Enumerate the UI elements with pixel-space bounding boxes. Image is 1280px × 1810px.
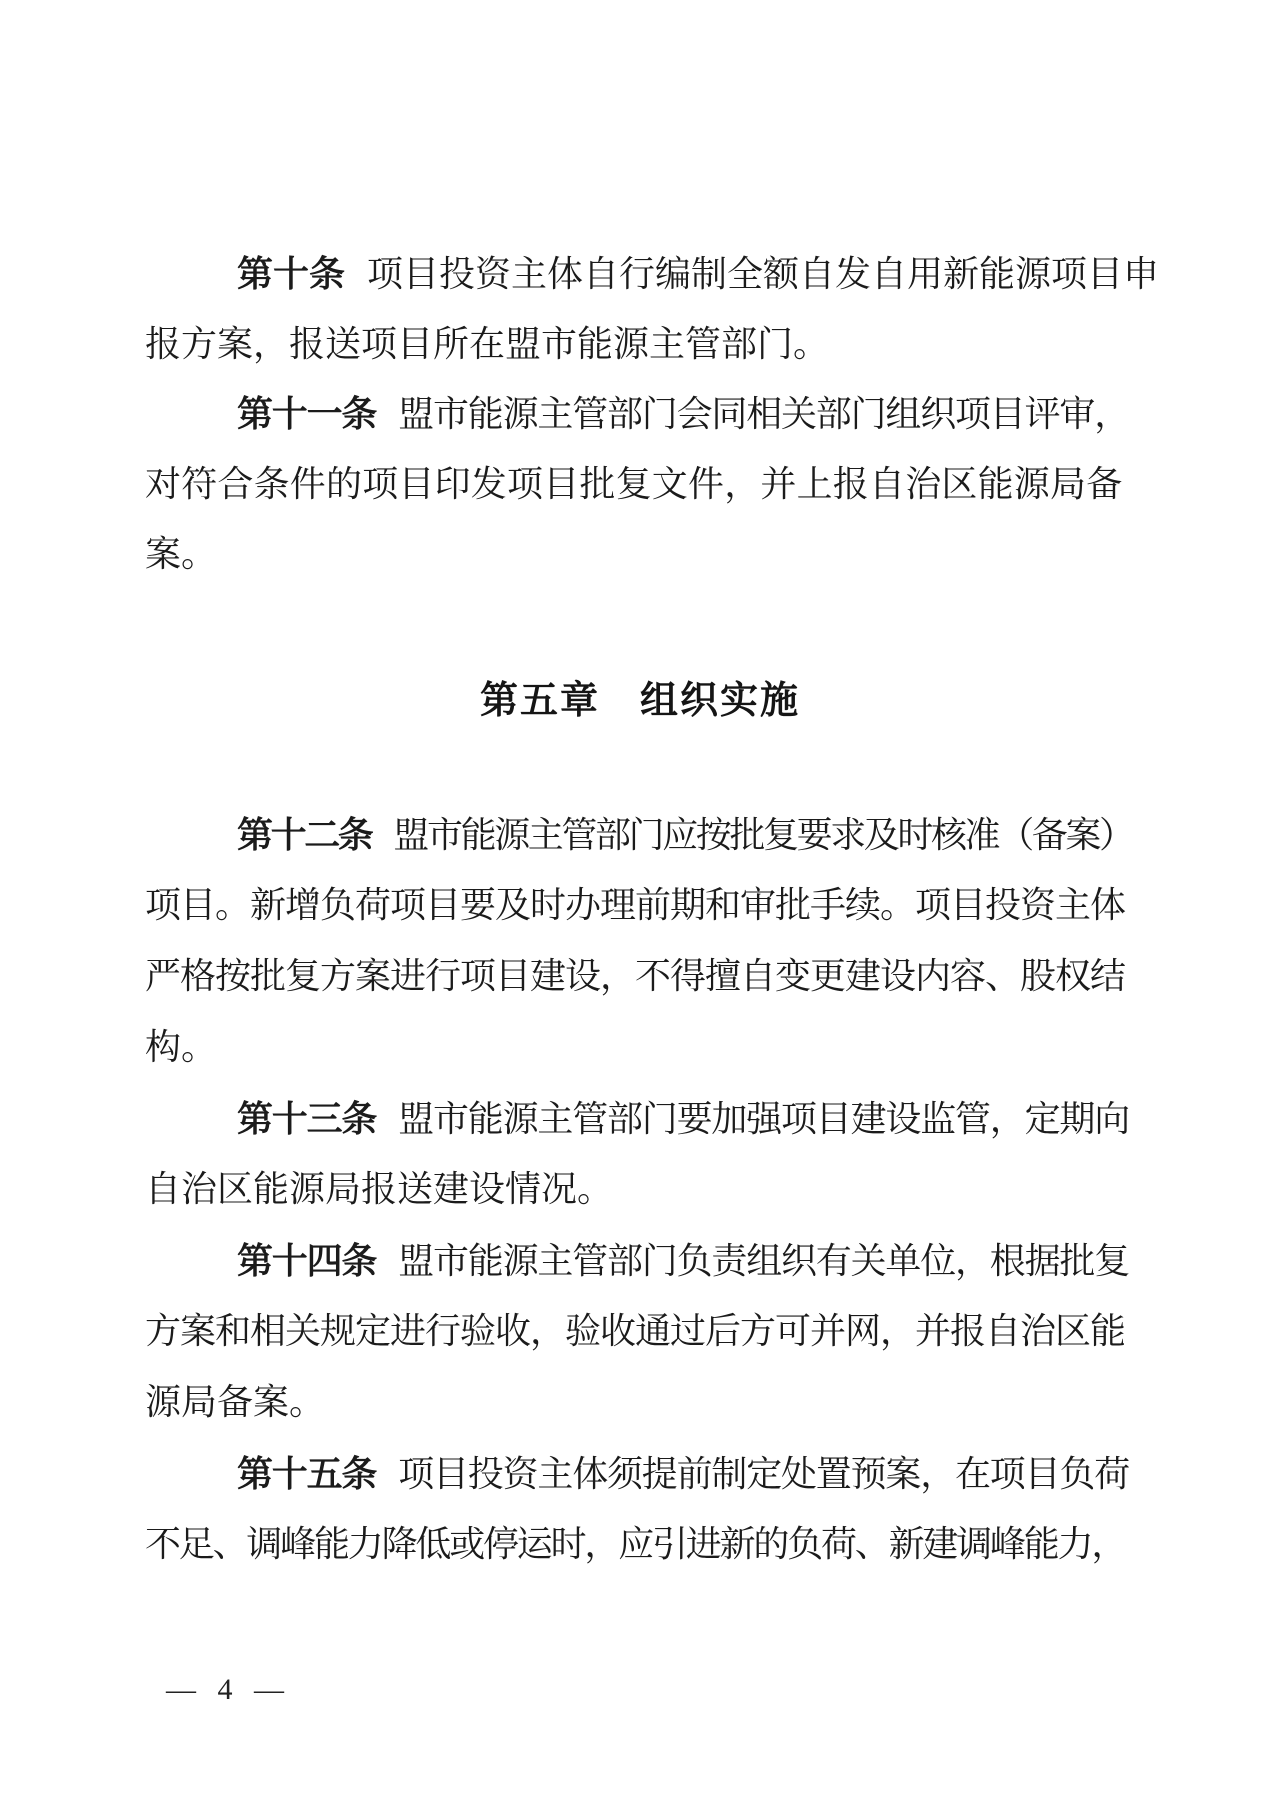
article-11-line-1: [145, 379, 1135, 449]
article-12-line-1: [145, 799, 1135, 870]
line-text: 项目投资主体自行编制全额自发自用新能源项目申: [367, 254, 1160, 294]
article-11-line-3: [145, 519, 1135, 589]
line-text: 项目。新增负荷项目要及时办理前期和审批手续。项目投资主体: [145, 885, 1126, 925]
article-15-line-2: [145, 1509, 1135, 1580]
line-text: 不足、调峰能力降低或停运时，应引进新的负荷、新建调峰能力，: [145, 1524, 1126, 1564]
article-10-label: 第十条: [237, 253, 346, 294]
article-14-line-2: [145, 1296, 1135, 1367]
article-12-line-4: [145, 1012, 1135, 1083]
line-text: 构。: [145, 1027, 218, 1067]
page-number: — 4 —: [166, 1673, 291, 1706]
line-text: 方案和相关规定进行验收，验收通过后方可并网，并报自治区能: [145, 1311, 1126, 1351]
line-text: 盟市能源主管部门会同相关部门组织项目评审，: [398, 394, 1130, 434]
line-text: 报方案，报送项目所在盟市能源主管部门。: [145, 324, 830, 364]
line-text: 盟市能源主管部门负责组织有关单位，根据批复: [398, 1241, 1130, 1281]
article-12-line-3: [145, 941, 1135, 1012]
article-10-line-1: [145, 239, 1160, 309]
article-11-line-2: [145, 449, 1135, 519]
chapter-heading: 第五章 组织实施: [479, 680, 800, 722]
article-13-label: 第十三条: [237, 1098, 377, 1139]
line-text: 案。: [145, 534, 218, 574]
article-15-label: 第十五条: [237, 1453, 377, 1494]
article-15-line-1: [145, 1438, 1135, 1509]
line-text: 源局备案。: [145, 1382, 326, 1422]
document-content-lower: [145, 799, 1135, 1580]
article-12-line-2: [145, 870, 1135, 941]
article-14-label: 第十四条: [237, 1240, 377, 1281]
line-text: 盟市能源主管部门要加强项目建设监管，定期向: [398, 1099, 1130, 1139]
article-13-line-2: [145, 1154, 1135, 1225]
line-text: 严格按批复方案进行项目建设，不得擅自变更建设内容、股权结: [145, 956, 1126, 996]
line-text: 自治区能源局报送建设情况。: [145, 1169, 614, 1209]
article-14-line-1: [145, 1225, 1135, 1296]
article-13-line-1: [145, 1083, 1135, 1154]
article-12-label: 第十二条: [237, 814, 372, 855]
document-content-upper: [145, 239, 1160, 589]
line-text: 项目投资主体须提前制定处置预案，在项目负荷: [398, 1454, 1130, 1494]
article-10-line-2: [145, 309, 1135, 379]
line-text: 对符合条件的项目印发项目批复文件，并上报自治区能源局备: [145, 464, 1123, 504]
line-text: 盟市能源主管部门应按批复要求及时核准（备案）: [393, 815, 1133, 855]
article-11-label: 第十一条: [237, 393, 377, 434]
article-14-line-3: [145, 1367, 1135, 1438]
